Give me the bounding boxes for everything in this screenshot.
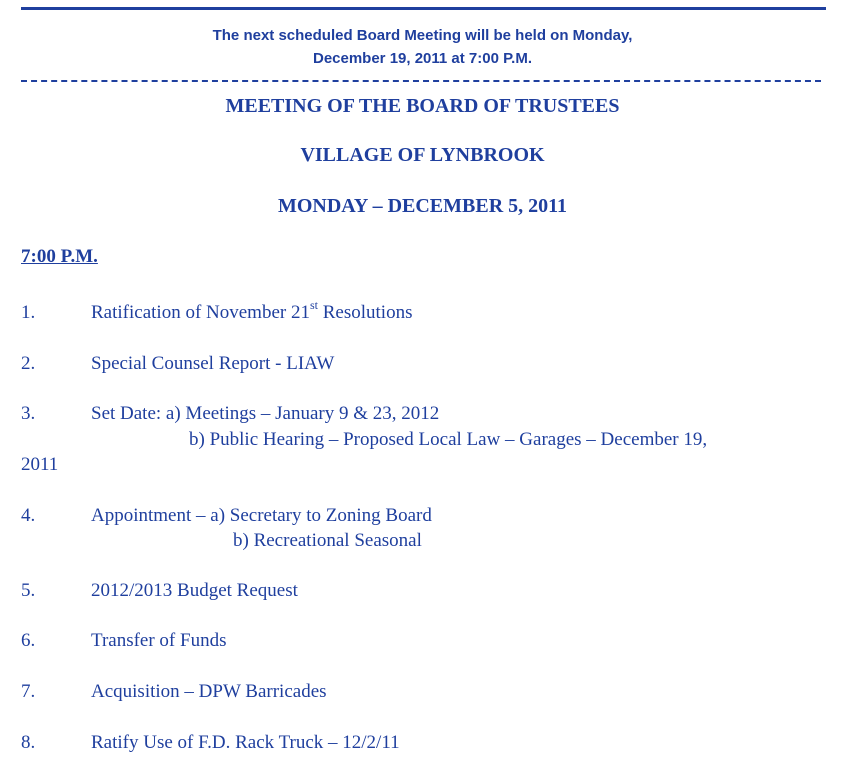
agenda-item-4-sub-b: b) Recreational Seasonal (233, 530, 422, 551)
agenda-item-6-number: 6. (21, 630, 36, 651)
agenda-item-2-number: 2. (21, 353, 36, 374)
meeting-date-heading: MONDAY – DECEMBER 5, 2011 (277, 195, 568, 217)
meeting-time: 7:00 P.M. (21, 246, 98, 267)
agenda-item-5-text: 2012/2013 Budget Request (91, 580, 298, 601)
agenda-item-7-text: Acquisition – DPW Barricades (91, 681, 327, 702)
village-heading: VILLAGE OF LYNBROOK (300, 144, 545, 166)
agenda-item-1-superscript: st (309, 297, 318, 312)
agenda-item-8-number: 8. (21, 732, 36, 753)
next-meeting-notice-line1: The next scheduled Board Meeting will be held on Monday, (212, 27, 633, 44)
meeting-heading: MEETING OF THE BOARD OF TRUSTEES (225, 95, 620, 117)
agenda-item-3-sub-b: b) Public Hearing – Proposed Local Law – Garages – December 19, (189, 429, 708, 450)
next-meeting-notice-line2: December 19, 2011 at 7:00 P.M. (312, 50, 533, 67)
agenda-item-4-number: 4. (21, 505, 36, 526)
top-rule (21, 7, 826, 10)
agenda-item-3-number: 3. (21, 403, 36, 424)
agenda-item-4-text: Appointment – a) Secretary to Zoning Board (91, 505, 432, 526)
agenda-item-1-text (91, 297, 413, 326)
agenda-item-7-number: 7. (21, 681, 36, 702)
agenda-item-1-text-after: Resolutions (317, 302, 413, 323)
dashed-divider (21, 80, 821, 82)
agenda-item-2-text: Special Counsel Report - LIAW (91, 353, 335, 374)
agenda-item-5-number: 5. (21, 580, 36, 601)
agenda-item-6-text: Transfer of Funds (91, 630, 227, 651)
agenda-item-1-text-before: Ratification of November 21 (91, 302, 310, 323)
agenda-item-3-wrap: 2011 (21, 454, 59, 475)
agenda-item-3-text: Set Date: a) Meetings – January 9 & 23, 2012 (91, 403, 440, 424)
agenda-item-8-text: Ratify Use of F.D. Rack Truck – 12/2/11 (91, 732, 400, 753)
agenda-item-1-number: 1. (21, 302, 36, 323)
